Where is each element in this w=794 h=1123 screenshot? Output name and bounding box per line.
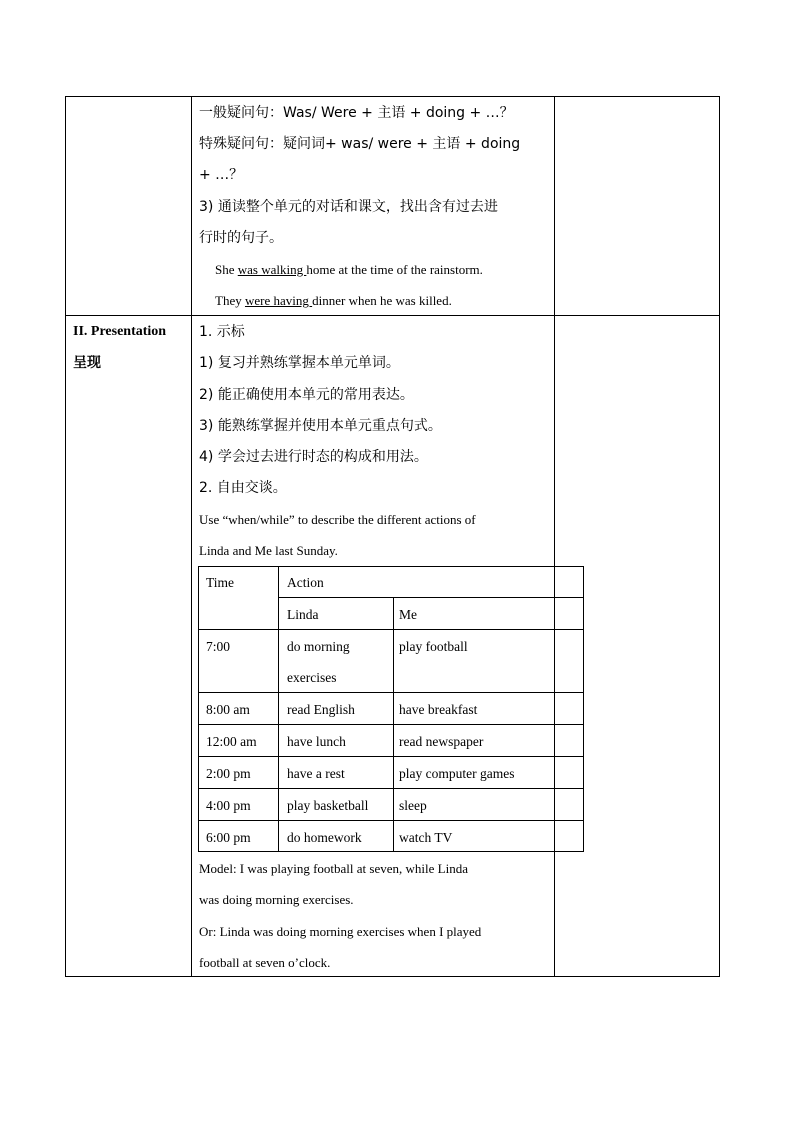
header-time: Time bbox=[206, 575, 235, 590]
cell-time: 2:00 pm bbox=[206, 766, 251, 781]
example-2-rest: dinner when he was killed. bbox=[312, 293, 452, 308]
schedule-border-right bbox=[583, 566, 584, 852]
cell-time: 8:00 am bbox=[206, 702, 250, 717]
cell-me: read newspaper bbox=[399, 734, 484, 749]
schedule-header-bottom bbox=[198, 629, 584, 630]
model-line-4: football at seven o’clock. bbox=[199, 955, 331, 970]
cell-me: have breakfast bbox=[399, 702, 478, 717]
header-action: Action bbox=[287, 575, 324, 590]
cell-linda: play basketball bbox=[287, 798, 369, 813]
objective-1: 1) 复习并熟练掌握本单元单词。 bbox=[199, 355, 400, 371]
schedule-col-divider bbox=[554, 566, 555, 852]
example-1-rest: home at the time of the rainstorm. bbox=[306, 262, 483, 277]
schedule-row-line bbox=[198, 820, 584, 821]
cell-me: watch TV bbox=[399, 830, 453, 845]
schedule-row-line bbox=[198, 788, 584, 789]
schedule-col-divider bbox=[393, 597, 394, 852]
instruction-3: 3) 通读整个单元的对话和课文，找出含有过去进 bbox=[199, 199, 498, 215]
objectives-heading: 1. 示标 bbox=[199, 324, 245, 340]
schedule-col-divider bbox=[278, 566, 279, 852]
cell-linda: read English bbox=[287, 702, 355, 717]
cell-time: 4:00 pm bbox=[206, 798, 251, 813]
example-1-verb: was walking bbox=[237, 262, 307, 277]
example-2-subject: They bbox=[215, 293, 245, 308]
table-row-divider bbox=[65, 315, 720, 316]
table-column-divider-1 bbox=[191, 96, 192, 977]
schedule-row-line bbox=[198, 756, 584, 757]
schedule-border-bottom bbox=[198, 851, 584, 852]
table-border-bottom bbox=[65, 976, 720, 977]
model-line-3: Or: Linda was doing morning exercises when I played bbox=[199, 924, 482, 939]
schedule-subheader-line bbox=[278, 597, 584, 598]
table-border-top bbox=[65, 96, 720, 97]
schedule-row-line bbox=[198, 724, 584, 725]
special-question-formula-cont: + …？ bbox=[199, 167, 244, 183]
schedule-row-line bbox=[198, 692, 584, 693]
task-instruction-line-2: Linda and Me last Sunday. bbox=[199, 543, 338, 558]
cell-linda: have lunch bbox=[287, 734, 346, 749]
header-linda: Linda bbox=[287, 607, 319, 622]
general-question-formula: 一般疑问句：Was/ Were + 主语 + doing + …？ bbox=[199, 105, 514, 121]
cell-linda: do homework bbox=[287, 830, 362, 845]
table-border-left bbox=[65, 96, 66, 977]
header-me: Me bbox=[399, 607, 417, 622]
schedule-table bbox=[198, 566, 584, 852]
cell-time: 6:00 pm bbox=[206, 830, 251, 845]
cell-linda: have a rest bbox=[287, 766, 345, 781]
example-1-subject: She bbox=[215, 262, 238, 277]
cell-linda: do morning bbox=[287, 639, 350, 654]
example-2-verb: were having bbox=[244, 293, 313, 308]
example-sentence-1 bbox=[215, 261, 483, 279]
section-title-zh: 呈现 bbox=[73, 355, 101, 371]
cell-me: play football bbox=[399, 639, 468, 654]
free-talk-heading: 2. 自由交谈。 bbox=[199, 480, 287, 496]
cell-time: 7:00 bbox=[206, 639, 231, 654]
example-sentence-2 bbox=[215, 292, 452, 310]
objective-4: 4) 学会过去进行时态的构成和用法。 bbox=[199, 449, 428, 465]
special-question-formula: 特殊疑问句：疑问词+ was/ were + 主语 + doing bbox=[199, 136, 521, 152]
schedule-border-left bbox=[198, 566, 199, 852]
schedule-border-top bbox=[198, 566, 584, 567]
instruction-3-cont: 行时的句子。 bbox=[199, 230, 283, 246]
task-instruction-line-1: Use “when/while” to describe the different actions of bbox=[199, 512, 476, 527]
cell-time: 12:00 am bbox=[206, 734, 257, 749]
model-line-2: was doing morning exercises. bbox=[199, 892, 354, 907]
cell-me: sleep bbox=[399, 798, 427, 813]
cell-linda-cont: exercises bbox=[287, 670, 337, 685]
model-line-1: Model: I was playing football at seven, while Linda bbox=[199, 861, 468, 876]
objective-3: 3) 能熟练掌握并使用本单元重点句式。 bbox=[199, 418, 442, 434]
table-border-right bbox=[719, 96, 720, 977]
section-title-en: II. Presentation bbox=[73, 324, 167, 339]
cell-me: play computer games bbox=[399, 766, 515, 781]
objective-2: 2) 能正确使用本单元的常用表达。 bbox=[199, 387, 414, 403]
